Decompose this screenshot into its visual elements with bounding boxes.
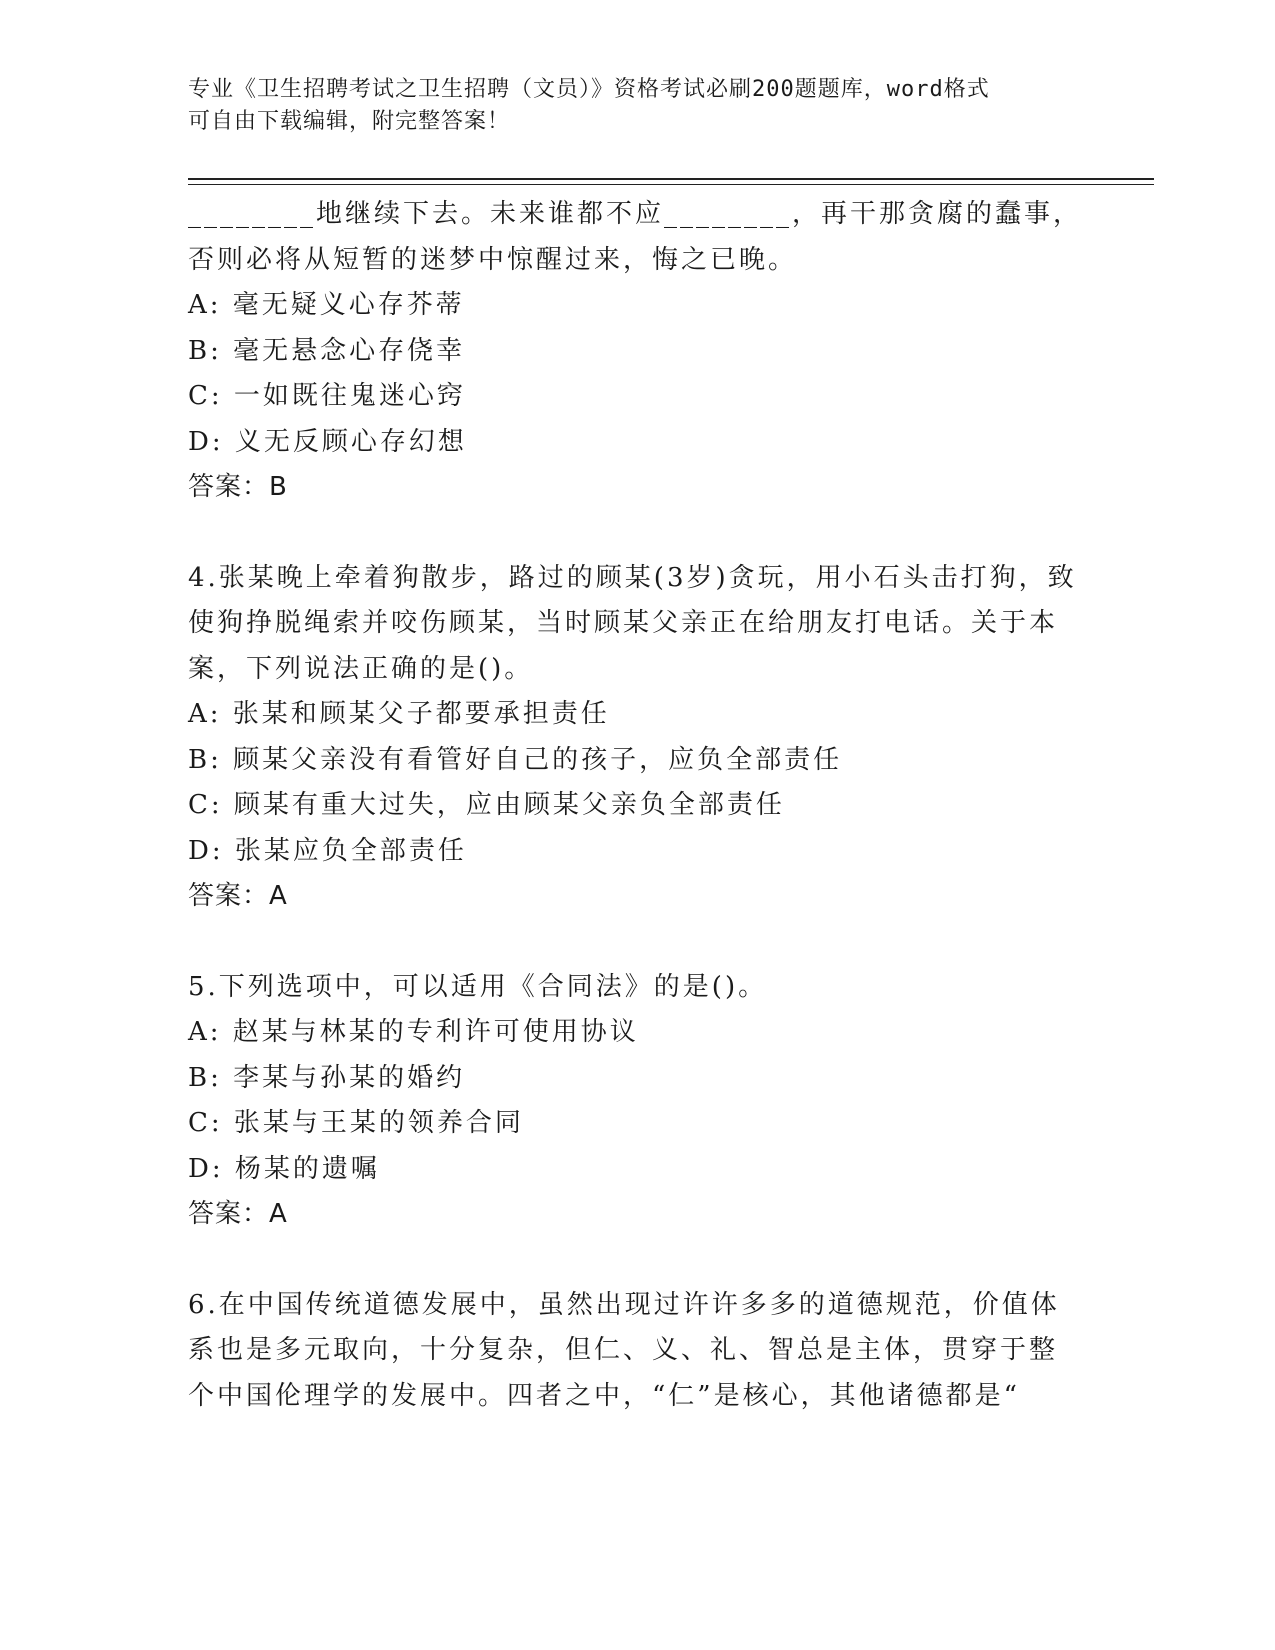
- answer-line: 答案：A: [188, 1199, 288, 1229]
- header-title-line-1: 专业《卫生招聘考试之卫生招聘（文员）》资格考试必刷200题题库，word格式: [188, 77, 990, 102]
- option-d: D: 杨某的遗嘱: [188, 1153, 380, 1184]
- question-text-line: 个中国伦理学的发展中。四者之中，“仁”是核心，其他诸德都是“: [188, 1380, 1020, 1411]
- option-b: B: 顾某父亲没有看管好自己的孩子，应负全部责任: [188, 744, 843, 775]
- header-title-line-2: 可自由下载编辑，附完整答案！: [188, 109, 511, 134]
- answer-line: 答案：A: [188, 881, 288, 911]
- answer-line: 答案：B: [188, 472, 288, 502]
- option-d: D: 张某应负全部责任: [188, 835, 467, 866]
- option-b: B: 李某与孙某的婚约: [188, 1062, 466, 1093]
- option-a: A: 毫无疑义心存芥蒂: [188, 290, 465, 320]
- option-c: C: 张某与王某的领养合同: [188, 1108, 524, 1138]
- question-text-line: 6.在中国传统道德发展中，虽然出现过许许多多的道德规范，价值体: [188, 1289, 1060, 1320]
- question-text-line: ________地继续下去。未来谁都不应________，再干那贪腐的蠢事，: [188, 199, 1083, 229]
- option-a: A: 张某和顾某父子都要承担责任: [188, 699, 610, 729]
- question-text-line: 系也是多元取向，十分复杂，但仁、义、礼、智总是主体，贯穿于整: [188, 1335, 1059, 1365]
- header-divider-thin: [188, 184, 1154, 185]
- question-text-line: 否则必将从短暂的迷梦中惊醒过来，悔之已晚。: [188, 244, 798, 275]
- question-text-line: 案，下列说法正确的是()。: [188, 653, 534, 684]
- question-text-line: 4.张某晚上牵着狗散步，路过的顾某(3岁)贪玩，用小石头击打狗，致: [188, 562, 1077, 593]
- option-b: B: 毫无悬念心存侥幸: [188, 335, 466, 366]
- option-c: C: 顾某有重大过失，应由顾某父亲负全部责任: [188, 790, 785, 820]
- header-divider: [188, 178, 1154, 180]
- question-content: [188, 192, 1088, 1419]
- page-header: [188, 74, 1088, 138]
- option-d: D: 义无反顾心存幻想: [188, 426, 467, 457]
- question-text-line: 5.下列选项中，可以适用《合同法》的是()。: [188, 971, 768, 1002]
- option-c: C: 一如既往鬼迷心窍: [188, 381, 466, 411]
- question-text-line: 使狗挣脱绳索并咬伤顾某，当时顾某父亲正在给朋友打电话。关于本: [188, 608, 1059, 638]
- option-a: A: 赵某与林某的专利许可使用协议: [188, 1017, 639, 1047]
